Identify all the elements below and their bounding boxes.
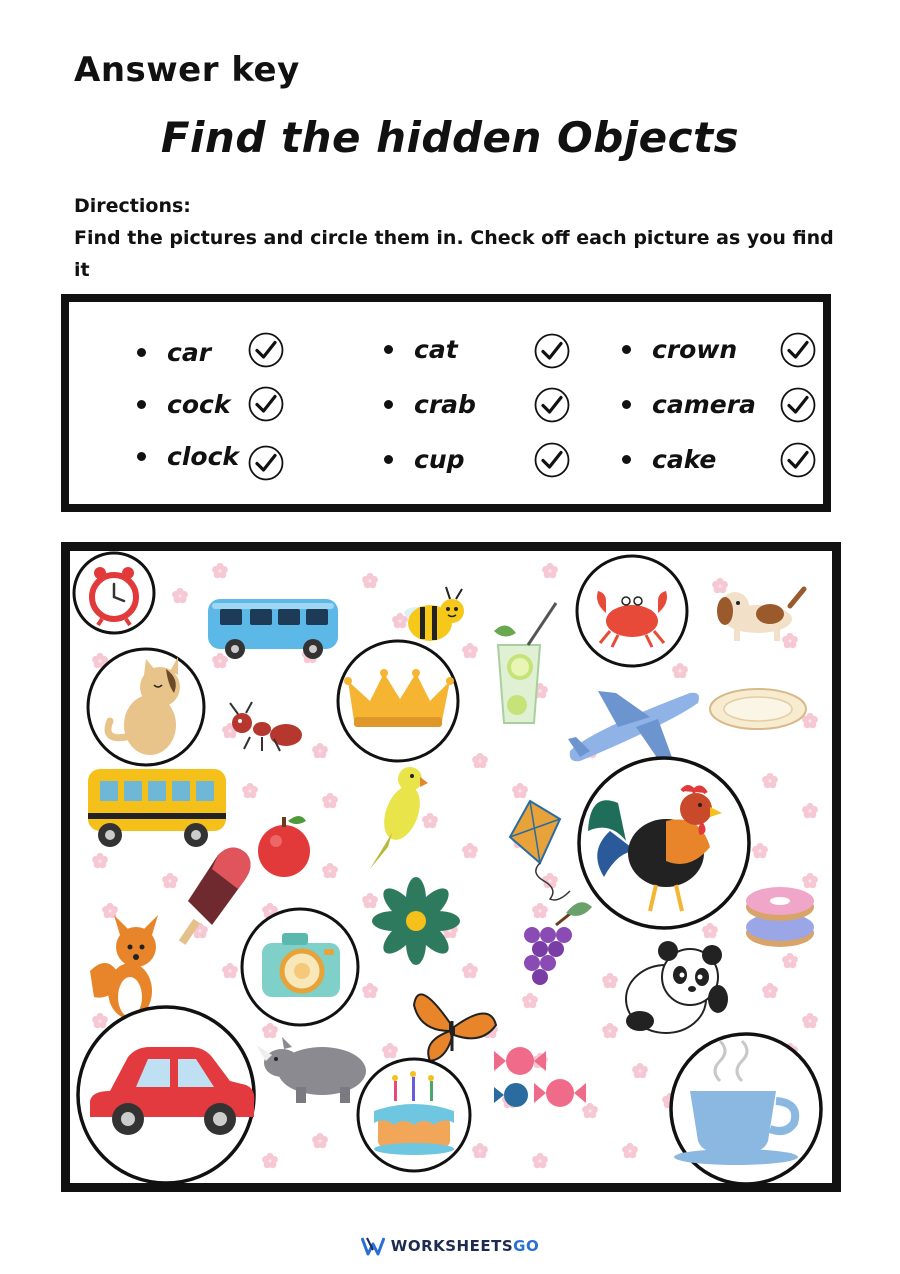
checklist-label: camera (652, 389, 756, 419)
answer-key-heading: Answer key (74, 50, 300, 90)
airplane-image (568, 691, 699, 765)
bullet-icon (384, 345, 393, 354)
checklist-item-cake[interactable] (622, 439, 728, 479)
checklist-item-cat[interactable] (384, 329, 490, 369)
bullet-icon (137, 348, 146, 357)
cup-target[interactable] (671, 1034, 821, 1183)
camera-target[interactable] (242, 909, 358, 1025)
checklist-label: crown (652, 334, 738, 364)
checklist-item-clock[interactable] (137, 436, 243, 476)
checklist-item-crab[interactable] (384, 384, 490, 424)
cock-target[interactable] (579, 758, 749, 928)
worksheets-go-logo-icon (361, 1236, 385, 1256)
bullet-icon (137, 400, 146, 409)
check-circle-icon[interactable] (780, 387, 816, 423)
footer-brand (0, 1234, 900, 1258)
clock-target[interactable] (74, 553, 154, 633)
checklist-label: cat (414, 334, 458, 364)
check-circle-icon[interactable] (534, 333, 570, 369)
scene-illustration (70, 551, 832, 1183)
bus-image (88, 769, 226, 847)
van-image (208, 599, 338, 659)
bullet-icon (137, 452, 146, 461)
rhino-image (256, 1037, 366, 1103)
bee-image (404, 587, 464, 641)
checklist-box (61, 294, 831, 512)
lemonade-image (494, 603, 556, 723)
plate-image (710, 689, 806, 729)
checklist-item-car[interactable] (137, 332, 243, 372)
apple-image (258, 816, 310, 877)
check-circle-icon[interactable] (534, 387, 570, 423)
checklist-item-camera[interactable] (622, 384, 756, 424)
bullet-icon (622, 455, 631, 464)
cat-target[interactable] (88, 649, 204, 765)
checklist-item-cock[interactable] (137, 384, 243, 424)
ice-pop-image (179, 847, 251, 944)
checklist-label: clock (167, 441, 240, 471)
candy-image (494, 1047, 586, 1107)
checklist-label: car (167, 337, 212, 367)
cake-target[interactable] (358, 1059, 470, 1171)
checklist-label: cup (414, 444, 465, 474)
checklist-item-cup[interactable] (384, 439, 490, 479)
check-circle-icon[interactable] (248, 332, 284, 368)
bullet-icon (622, 400, 631, 409)
donut-image (746, 887, 814, 947)
kite-image (510, 801, 570, 900)
worksheet-title: Find the hidden Objects (160, 113, 740, 162)
directions-text: Find the pictures and circle them in. Check off each picture as you find it (74, 227, 834, 281)
check-circle-icon[interactable] (780, 442, 816, 478)
butterfly-image (414, 994, 496, 1061)
bullet-icon (384, 455, 393, 464)
bullet-icon (622, 345, 631, 354)
ant-image (230, 702, 302, 751)
hidden-objects-scene (61, 542, 841, 1192)
directions-heading: Directions: (74, 195, 191, 217)
checklist-label: crab (414, 389, 476, 419)
brand-name-suffix: GO (513, 1237, 540, 1255)
bullet-icon (384, 400, 393, 409)
checklist-item-crown[interactable] (622, 329, 738, 369)
car-target[interactable] (78, 1007, 254, 1183)
panda-image (626, 941, 728, 1033)
crown-target[interactable] (338, 641, 458, 761)
directions (74, 190, 834, 286)
check-circle-icon[interactable] (248, 386, 284, 422)
checklist-label: cock (167, 389, 231, 419)
parrot-image (370, 767, 428, 869)
brand-name-prefix: WORKSHEETS (390, 1237, 514, 1255)
flower-image (372, 877, 460, 965)
check-circle-icon[interactable] (248, 445, 284, 481)
check-circle-icon[interactable] (780, 332, 816, 368)
fox-image (90, 915, 158, 1019)
crab-target[interactable] (577, 556, 687, 666)
check-circle-icon[interactable] (534, 442, 570, 478)
checklist-label: cake (652, 444, 717, 474)
